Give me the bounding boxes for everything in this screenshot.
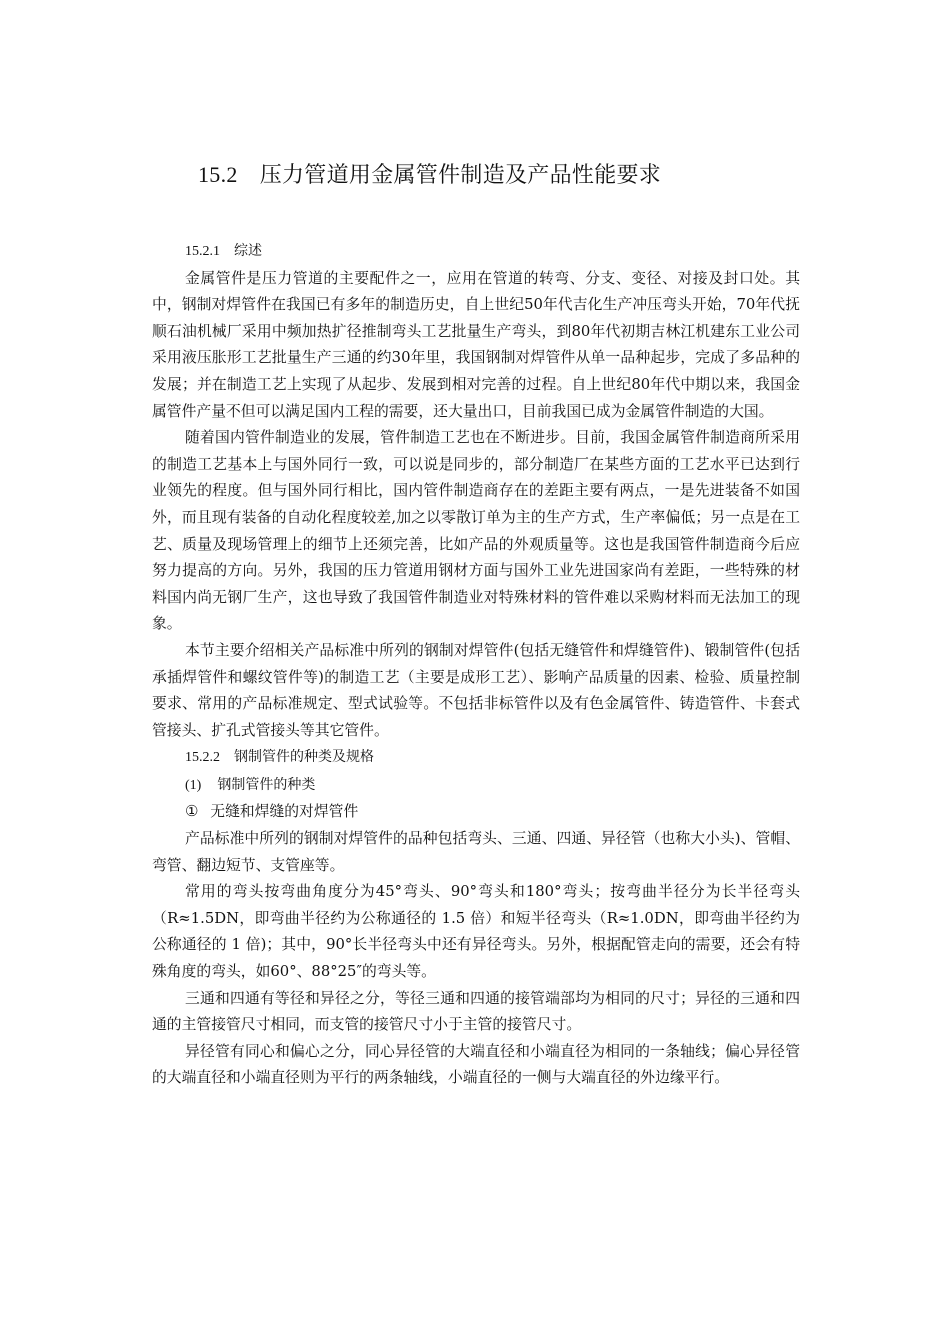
- chapter-title-text: 压力管道用金属管件制造及产品性能要求: [259, 163, 662, 188]
- paragraph: 三通和四通有等径和异径之分，等径三通和四通的接管端部均为相同的尺寸；异径的三通和四通的主管接管尺寸相同，而支管的接管尺寸小于主管的接管尺寸。: [152, 989, 800, 1034]
- item-title: 无缝和焊缝的对焊管件: [210, 803, 359, 821]
- section-number: 15.2.2: [185, 750, 220, 766]
- chapter-number: 15.2: [198, 162, 238, 187]
- paragraph: 异径管有同心和偏心之分，同心异径管的大端直径和小端直径为相同的一条轴线；偏心异径管的大端直径和小端直径则为平行的两条轴线，小端直径的一侧与大端直径的外边缘平行。: [152, 1042, 800, 1087]
- section-number: 15.2.1: [185, 244, 220, 259]
- paragraph: 随着国内管件制造业的发展，管件制造工艺也在不断进步。目前，我国金属管件制造商所采用的制造工艺基本上与国外同行一致，可以说是同步的，部分制造厂在某些方面的工艺水平已达到行业领先的程度。但与国外同行相比，国内管件制造商存在的差距主要有两点，一是先进装备不如国外，而且现有装备的自动化程度较差,加之以零散订单为主的生产方式，生产率偏低；另一点是在工艺、质量及现场管理上的细节上还须完善，比如产品的外观质量等。这也是我国管件制造商今后应努力提高的方向。另外，我国的压力管道用钢材方面与国外工业先进国家尚有差距，一些特殊的材料国内尚无钢厂生产，这也导致了我国管件制造业对特殊材料的管件难以采购材料而无法加工的现象。: [152, 429, 800, 633]
- section-title: 综述: [234, 243, 262, 259]
- chapter-title: [198, 158, 838, 193]
- section-heading-types: [152, 744, 800, 772]
- item-heading: [152, 799, 800, 826]
- paragraph: 常用的弯头按弯曲角度分为45°弯头、90°弯头和180°弯头；按弯曲半径分为长半径弯头（R≈1.5DN，即弯曲半径约为公称通径的 1.5 倍）和短半径弯头（R≈1.0DN，即弯曲半径约为公称通径的 1 倍)；其中，90°长半径弯头中还有异径弯头。另外，根据配管走向的需要，还会有特殊角度的弯头，如60°、88°25″的弯头等。: [152, 883, 800, 981]
- section-heading-overview: [152, 238, 800, 266]
- paragraph: 本节主要介绍相关产品标准中所列的钢制对焊管件(包括无缝管件和焊缝管件)、锻制管件(包括承插焊管件和螺纹管件等)的制造工艺（主要是成形工艺）、影响产品质量的因素、检验、质量控制要求、常用的产品标准规定、型式试验等。不包括非标管件以及有色金属管件、铸造管件、卡套式管接头、扩孔式管接头等其它管件。: [152, 641, 800, 739]
- item-marker: ①: [185, 803, 199, 821]
- paragraph: 金属管件是压力管道的主要配件之一，应用在管道的转弯、分支、变径、对接及封口处。其中，钢制对焊管件在我国已有多年的制造历史，自上世纪50年代吉化生产冲压弯头开始，70年代抚顺石油机械厂采用中频加热扩径推制弯头工艺批量生产弯头，到80年代初期吉林江机建东工业公司采用液压胀形工艺批量生产三通的约30年里，我国钢制对焊管件从单一品种起步，完成了多品种的发展；并在制造工艺上实现了从起步、发展到相对完善的过程。自上世纪80年代中期以来，我国金属管件产量不但可以满足国内工程的需要，还大量出口，目前我国已成为金属管件制造的大国。: [152, 269, 800, 420]
- paragraph: 产品标准中所列的钢制对焊管件的品种包括弯头、三通、四通、异径管（也称大小头)、管帽、弯管、翻边短节、支管座等。: [152, 830, 800, 874]
- section-title: 钢制管件的种类及规格: [234, 749, 374, 766]
- subsection-marker: (1): [185, 777, 202, 793]
- document-body: [152, 238, 800, 1092]
- subsection-heading: [152, 772, 800, 800]
- subsection-title: 钢制管件的种类: [217, 776, 316, 793]
